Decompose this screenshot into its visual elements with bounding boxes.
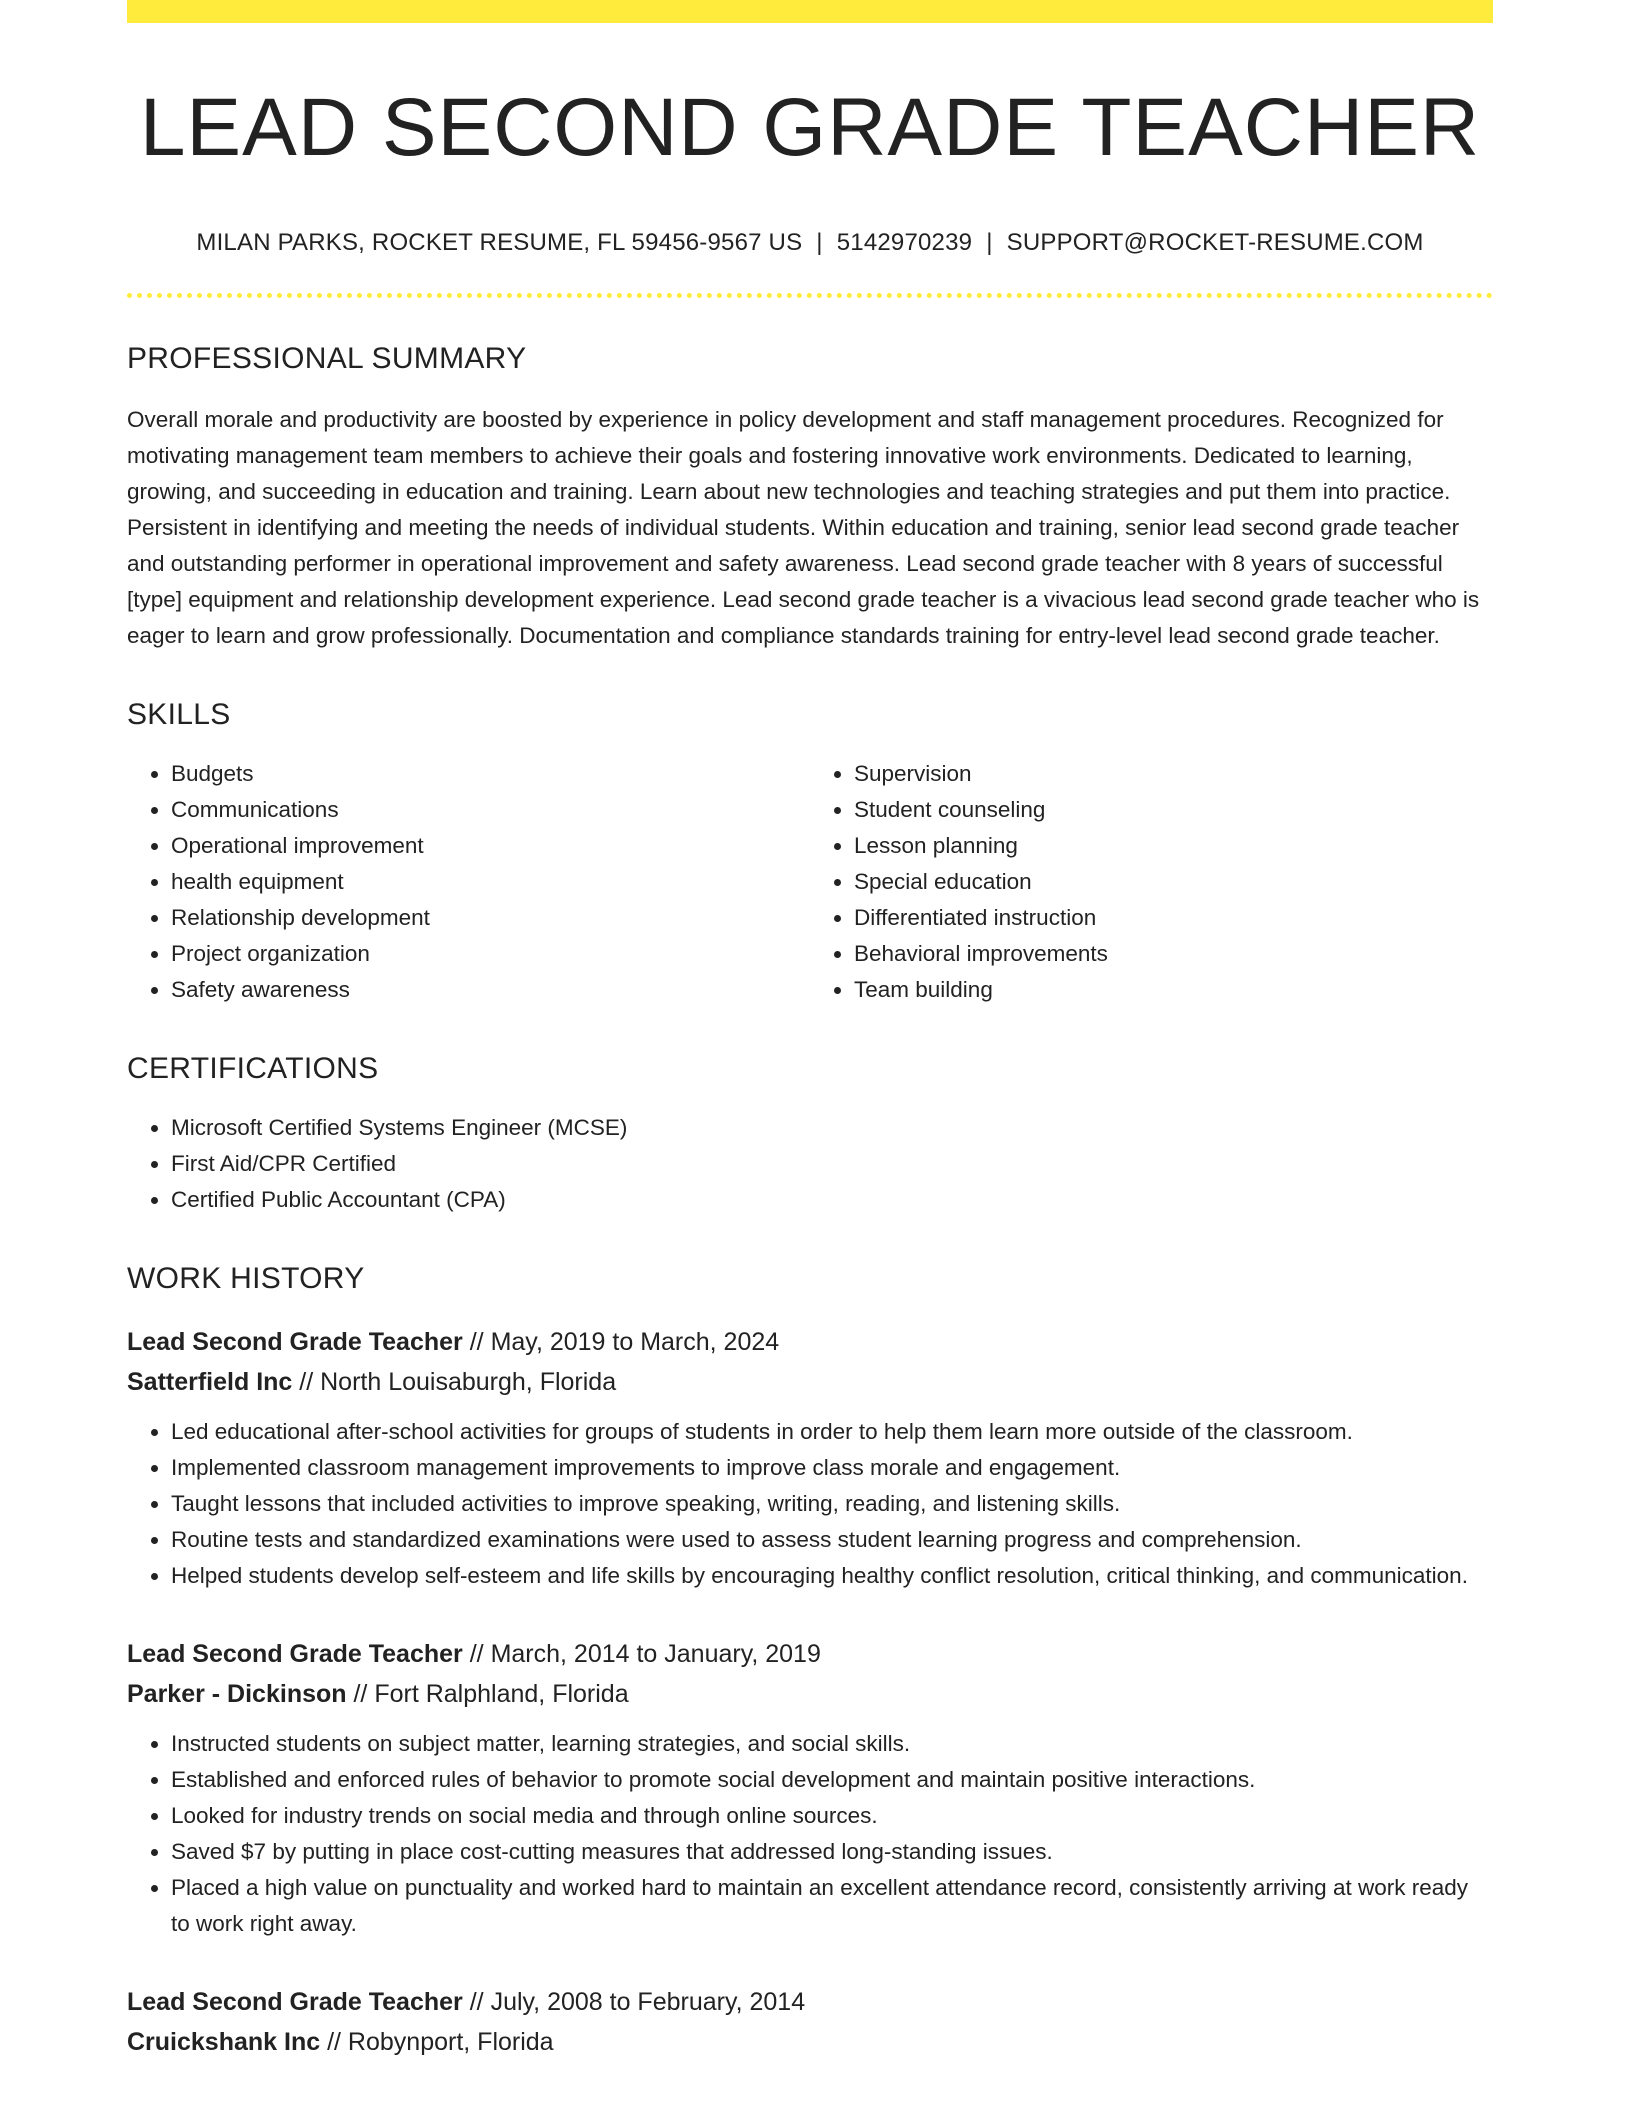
- summary-text: Overall morale and productivity are boosted by experience in policy development and staff management procedures. Recognized for motivating management team members to achieve their goals and fostering innovative work environments. Dedicated to learning, growing, and succeeding in education and training. Learn about new technologies and teaching strategies and put them into practice. Persistent in identifying and meeting the needs of individual students. Within education and training, senior lead second grade teacher and outstanding performer in operational improvement and safety awareness. Lead second grade teacher with 8 years of successful [type] equipment and relationship development experience. Lead second grade teacher is a vivacious lead second grade teacher who is eager to learn and grow professionally. Documentation and compliance standards training for entry-level lead second grade teacher.: [127, 407, 1480, 649]
- job-duty-item: • Routine tests and standardized examinations were used to assess student learning progress and comprehension.: [171, 1522, 1493, 1558]
- job-company: Parker - Dickinson: [127, 1680, 347, 1709]
- job-duty-item: • Established and enforced rules of behavior to promote social development and maintain positive interactions.: [171, 1762, 1493, 1798]
- job-location: // Fort Ralphland, Florida: [353, 1680, 629, 1709]
- job-duty-item: • Placed a high value on punctuality and worked hard to maintain an excellent attendance record, consistently arriving at work ready to work right away.: [171, 1870, 1493, 1942]
- work-history-heading: WORK HISTORY: [127, 1262, 365, 1296]
- skills-columns: [127, 732, 1493, 1008]
- job-company-line: [127, 1362, 1493, 1402]
- skill-item: • Budgets: [171, 756, 810, 792]
- job-duty-item: • Looked for industry trends on social media and through online sources.: [171, 1798, 1493, 1834]
- contact-line: [127, 229, 1493, 257]
- skill-item: • Project organization: [171, 936, 810, 972]
- certification-item: • Certified Public Accountant (CPA): [171, 1182, 1493, 1218]
- job-dates: // July, 2008 to February, 2014: [469, 1988, 806, 2017]
- certifications-list: [127, 1110, 1493, 1218]
- job-duty-item: • Saved $7 by putting in place cost-cutting measures that addressed long-standing issues.: [171, 1834, 1493, 1870]
- skill-item: • Relationship development: [171, 900, 810, 936]
- job-duty-item: • Helped students develop self-esteem and life skills by encouraging healthy conflict resolution, critical thinking, and communication.: [171, 1558, 1493, 1594]
- skill-item: • Behavioral improvements: [854, 936, 1493, 972]
- job-company: Satterfield Inc: [127, 1368, 293, 1397]
- job-duty-item: • Led educational after-school activities for groups of students in order to help them learn more outside of the classroom.: [171, 1414, 1493, 1450]
- job-location: // North Louisaburgh, Florida: [299, 1368, 617, 1397]
- contact-email: SUPPORT@ROCKET-RESUME.COM: [1006, 229, 1424, 257]
- skill-item: • Student counseling: [854, 792, 1493, 828]
- contact-separator: |: [986, 229, 993, 257]
- skill-item: • Operational improvement: [171, 828, 810, 864]
- job-title: Lead Second Grade Teacher: [127, 1988, 463, 2017]
- job-title-line: [127, 1982, 1493, 2022]
- summary-heading: PROFESSIONAL SUMMARY: [127, 342, 527, 376]
- job-duties-list: [127, 1414, 1493, 1594]
- skill-item: • Special education: [854, 864, 1493, 900]
- skills-list-left: [127, 756, 810, 1008]
- job-company-line: [127, 2022, 1493, 2062]
- skill-item: • Communications: [171, 792, 810, 828]
- contact-separator: |: [816, 229, 823, 257]
- job-entry: [127, 1322, 1493, 1594]
- contact-address: MILAN PARKS, ROCKET RESUME, FL 59456-9567 US: [196, 229, 803, 257]
- dotted-divider: [127, 293, 1493, 298]
- top-accent-bar: [127, 0, 1493, 23]
- job-duty-item: • Instructed students on subject matter, learning strategies, and social skills.: [171, 1726, 1493, 1762]
- contact-phone: 5142970239: [836, 229, 973, 257]
- job-duty-item: • Implemented classroom management improvements to improve class morale and engagement.: [171, 1450, 1493, 1486]
- certification-item: • First Aid/CPR Certified: [171, 1146, 1493, 1182]
- job-location: // Robynport, Florida: [327, 2028, 554, 2057]
- job-title-line: [127, 1634, 1493, 1674]
- skill-item: • Supervision: [854, 756, 1493, 792]
- skill-item: • Lesson planning: [854, 828, 1493, 864]
- job-dates: // May, 2019 to March, 2024: [469, 1328, 780, 1357]
- resume-page: [127, 0, 1493, 2062]
- skill-item: • Team building: [854, 972, 1493, 1008]
- work-history-list: [127, 1322, 1493, 2062]
- job-title-line: [127, 1322, 1493, 1362]
- job-title: Lead Second Grade Teacher: [127, 1640, 463, 1669]
- job-duties-list: [127, 1726, 1493, 1942]
- job-entry: [127, 1634, 1493, 1942]
- skills-heading: SKILLS: [127, 698, 231, 732]
- skills-list-right: [810, 756, 1493, 1008]
- job-company: Cruickshank Inc: [127, 2028, 321, 2057]
- certification-item: • Microsoft Certified Systems Engineer (MCSE): [171, 1110, 1493, 1146]
- skill-item: • health equipment: [171, 864, 810, 900]
- job-dates: // March, 2014 to January, 2019: [469, 1640, 821, 1669]
- skill-item: • Safety awareness: [171, 972, 810, 1008]
- job-title: Lead Second Grade Teacher: [127, 1328, 463, 1357]
- certifications-heading: CERTIFICATIONS: [127, 1052, 379, 1086]
- skill-item: • Differentiated instruction: [854, 900, 1493, 936]
- job-company-line: [127, 1674, 1493, 1714]
- resume-title: LEAD SECOND GRADE TEACHER: [139, 82, 1481, 173]
- job-entry: [127, 1982, 1493, 2062]
- job-duty-item: • Taught lessons that included activities to improve speaking, writing, reading, and listening skills.: [171, 1486, 1493, 1522]
